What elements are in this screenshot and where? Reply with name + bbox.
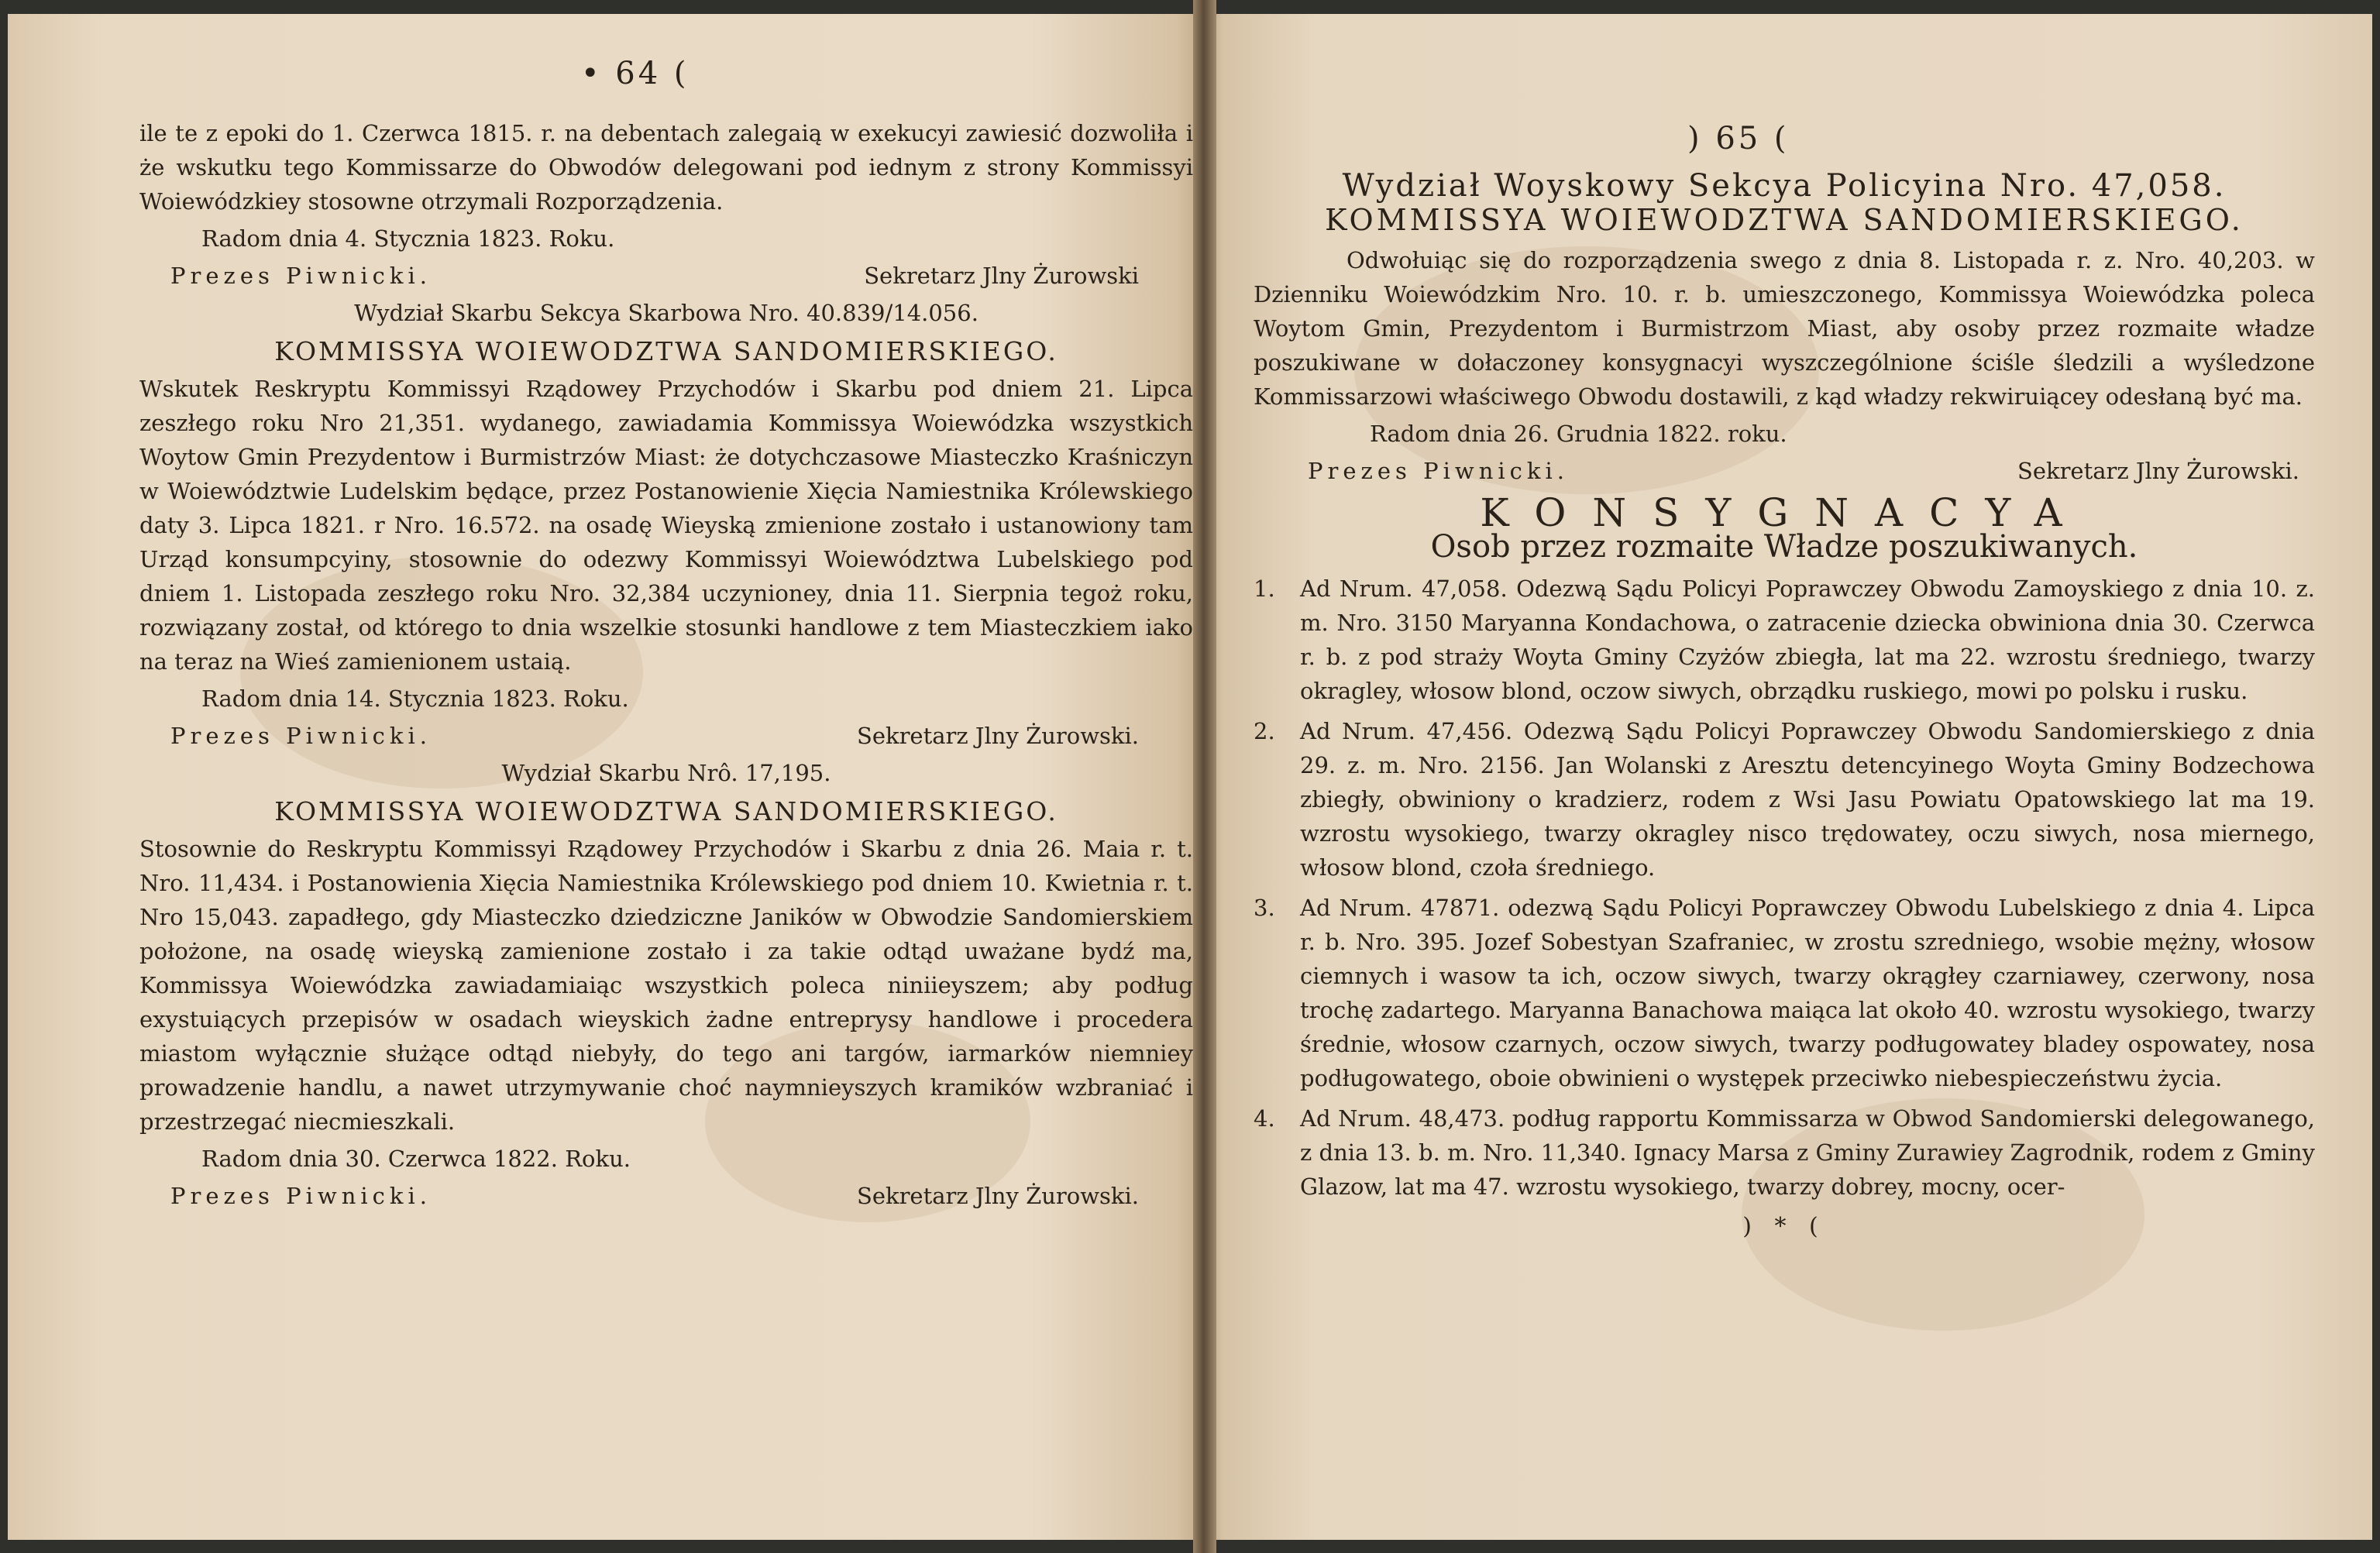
signature-row <box>139 1179 1193 1213</box>
date-line: Radom dnia 4. Stycznia 1823. Roku. <box>201 225 615 252</box>
list-item-number: 2. <box>1254 718 1275 744</box>
book-gutter <box>1193 0 1216 1553</box>
secretary-signature: Sekretarz Jlny Żurowski. <box>856 723 1139 749</box>
list-item-number: 4. <box>1254 1105 1275 1132</box>
date-line: Radom dnia 14. Stycznia 1823. Roku. <box>201 685 629 712</box>
president-signature: Prezes Piwnicki. <box>170 263 432 289</box>
right-page <box>1199 14 2372 1540</box>
page-number: ) 65 ( <box>1687 121 1790 156</box>
list-item <box>1254 714 2315 885</box>
consignment-title: KONSYGNACYA <box>1480 490 2089 535</box>
list-item-number: 1. <box>1254 576 1275 602</box>
consignment-subtitle: Osob przez rozmaite Władze poszukiwanych. <box>1430 529 2138 565</box>
secretary-signature: Sekretarz Jlny Żurowski. <box>856 1183 1139 1209</box>
commission-heading: KOMMISSYA WOIEWODZTWA SANDOMIERSKIEGO. <box>274 336 1058 366</box>
commission-heading: KOMMISSYA WOIEWODZTWA SANDOMIERSKIEGO. <box>274 796 1058 826</box>
list-item-number: 3. <box>1254 895 1275 921</box>
department-heading: Wydział Skarbu Nrô. 17,195. <box>501 760 831 786</box>
right-text-column <box>1254 169 2315 1267</box>
left-text-column <box>139 116 1193 1216</box>
list-item-text: Ad Nrum. 47,058. Odezwą Sądu Policyi Poprawczey Obwodu Zamoyskiego z dnia 10. z. m. Nro. 3150 Maryanna Kondachowa, o zatracenie dziecka obwiniona dnia 30. Czerwca r. b. z pod straży Woyta Gminy Czyżów zbiegła, lat ma 22. wzrostu średniego, twarzy okragley, włosow blond, oczow siwych, obrządku ruskiego, mowi po polsku i rusku. <box>1300 576 2315 704</box>
department-heading: Wydział Woyskowy Sekcya Policyina Nro. 47,058. <box>1342 168 2227 204</box>
list-item-text: Ad Nrum. 47871. odezwą Sądu Policyi Poprawczey Obwodu Lubelskiego z dnia 4. Lipca r. b. Nro. 395. Jozef Sobestyan Szafraniec, w zrostu szredniego, wsobie mężny, włosow ciemnych i wasow ta ich, oczow siwych, twarzy okrągłey czarniawey, czerwony, nosa trochę zadartego. Maryanna Banachowa maiąca lat około 40. wzrostu wysokiego, twarzy średnie, włosow czarnych, oczow siwych, twarzy podługowatey bladey ospowatey, nosa podługowatego, oboie obwinieni o występek przeciwko niebespieczeństwu życia. <box>1300 895 2315 1091</box>
president-signature: Prezes Piwnicki. <box>170 723 432 749</box>
date-line: Radom dnia 30. Czerwca 1822. Roku. <box>201 1146 631 1172</box>
page-footer-mark: ) * ( <box>1742 1213 1826 1240</box>
date-line: Radom dnia 26. Grudnia 1822. roku. <box>1370 421 1787 447</box>
commission-heading: KOMMISSYA WOIEWODZTWA SANDOMIERSKIEGO. <box>1325 203 2244 237</box>
list-item <box>1254 572 2315 708</box>
signature-row <box>1254 454 2315 488</box>
ordinance-paragraph: Wskutek Reskryptu Kommissyi Rządowey Przychodów i Skarbu pod dniem 21. Lipca zeszłego roku Nro 21,351. wydanego, zawiadamia Kommissya Woiewódzka wszystkich Woytow Gmin Prezydentow i Burmistrzów Miast: że dotychczasowe Miasteczko Kraśniczyn w Woiewództwie Ludelskim będące, przez Postanowienie Xięcia Namiestnika Królewskiego daty 3. Lipca 1821. r Nro. 16.572. na osadę Wieyską zmienione zostało i ustanowiony tam Urząd konsumpcyiny, stosownie do odezwy Kommissyi Woiewództwa Lubelskiego pod dniem 1. Listopada zeszłego roku Nro. 32,384 uczynioney, dnia 11. Sierpnia tegoż roku, rozwiązany został, od którego to dnia wszelkie stosunki handlowe z tem Miasteczkiem iako na teraz na Wieś zamienionem ustaią. <box>139 376 1193 675</box>
left-page <box>8 14 1212 1540</box>
list-item-text: Ad Nrum. 47,456. Odezwą Sądu Policyi Poprawczey Obwodu Sandomierskiego z dnia 29. z. m. Nro. 2156. Jan Wolanski z Aresztu detencyinego Woyta Gminy Bodzechowa zbiegły, obwiniony o kradzierz, rodem z Wsi Jasu Powiatu Opatowskiego lat ma 19. wzrostu wysokiego, twarzy okragley nisco trędowatey, oczu siwych, nosa miernego, włosow blond, czoła średniego. <box>1300 718 2315 881</box>
secretary-signature: Sekretarz Jlny Żurowski. <box>2017 458 2299 484</box>
intro-paragraph: ile te z epoki do 1. Czerwca 1815. r. na debentach zalegaią w exekucyi zawiesić dozwoliła i że wskutku tego Kommissarze do Obwodów delegowani pod iednym z strony Kommissyi Woiewódzkiey stosowne otrzymali Rozporządzenia. <box>139 120 1193 215</box>
ordinance-paragraph: Odwołuiąc się do rozporządzenia swego z dnia 8. Listopada r. z. Nro. 40,203. w Dzienniku Woiewódzkim Nro. 10. r. b. umieszczonego, Kommissya Woiewódzka poleca Woytom Gmin, Prezydentom i Burmistrzom Miast, aby osoby przez rozmaite władze poszukiwane w dołaczoney konsygnacyi wyszczególnione ściśle śledzili a wyśledzone Kommissarzowi właściwego Obwodu dostawili, z kąd władzy rekwiruiącey odesłaną być ma. <box>1254 247 2315 410</box>
department-heading: Wydział Skarbu Sekcya Skarbowa Nro. 40.839/14.056. <box>354 300 978 326</box>
list-item-text: Ad Nrum. 48,473. podług rapportu Kommissarza w Obwod Sandomierski delegowanego, z dnia 13. b. m. Nro. 11,340. Ignacy Marsa z Gminy Zurawiey Zagrodnik, rodem z Gminy Glazow, lat ma 47. wzrostu wysokiego, twarzy dobrey, mocny, ocer- <box>1300 1105 2315 1200</box>
secretary-signature: Sekretarz Jlny Żurowski <box>864 263 1139 289</box>
ordinance-paragraph: Stosownie do Reskryptu Kommissyi Rządowey Przychodów i Skarbu z dnia 26. Maia r. t. Nro. 11,434. i Postanowienia Xięcia Namiestnika Królewskiego pod dniem 10. Kwietnia r. t. Nro 15,043. zapadłego, gdy Miasteczko dziedziczne Janików w Obwodzie Sandomierskiem położone, na osadę wieyską zamienione zostało i za takie odtąd uważane bydź ma, Kommissya Woiewódzka zawiadamiaiąc wszystkich poleca niniieyszem; aby podług exystuiących przepisów w osadach wieyskich żadne entreprysy handlowe i procedera miastom wyłącznie służące odtąd niebyły, do tego ani targów, iarmarków niemniey prowadzenie handlu, a nawet utrzymywanie choć naymnieyszych kramików wzbraniać i przestrzegać niecmieszkali. <box>139 836 1193 1135</box>
president-signature: Prezes Piwnicki. <box>170 1183 432 1209</box>
list-item <box>1254 1101 2315 1204</box>
list-item <box>1254 891 2315 1095</box>
signature-row <box>139 259 1193 293</box>
page-number: • 64 ( <box>581 56 690 91</box>
president-signature: Prezes Piwnicki. <box>1308 458 1569 484</box>
signature-row <box>139 719 1193 753</box>
